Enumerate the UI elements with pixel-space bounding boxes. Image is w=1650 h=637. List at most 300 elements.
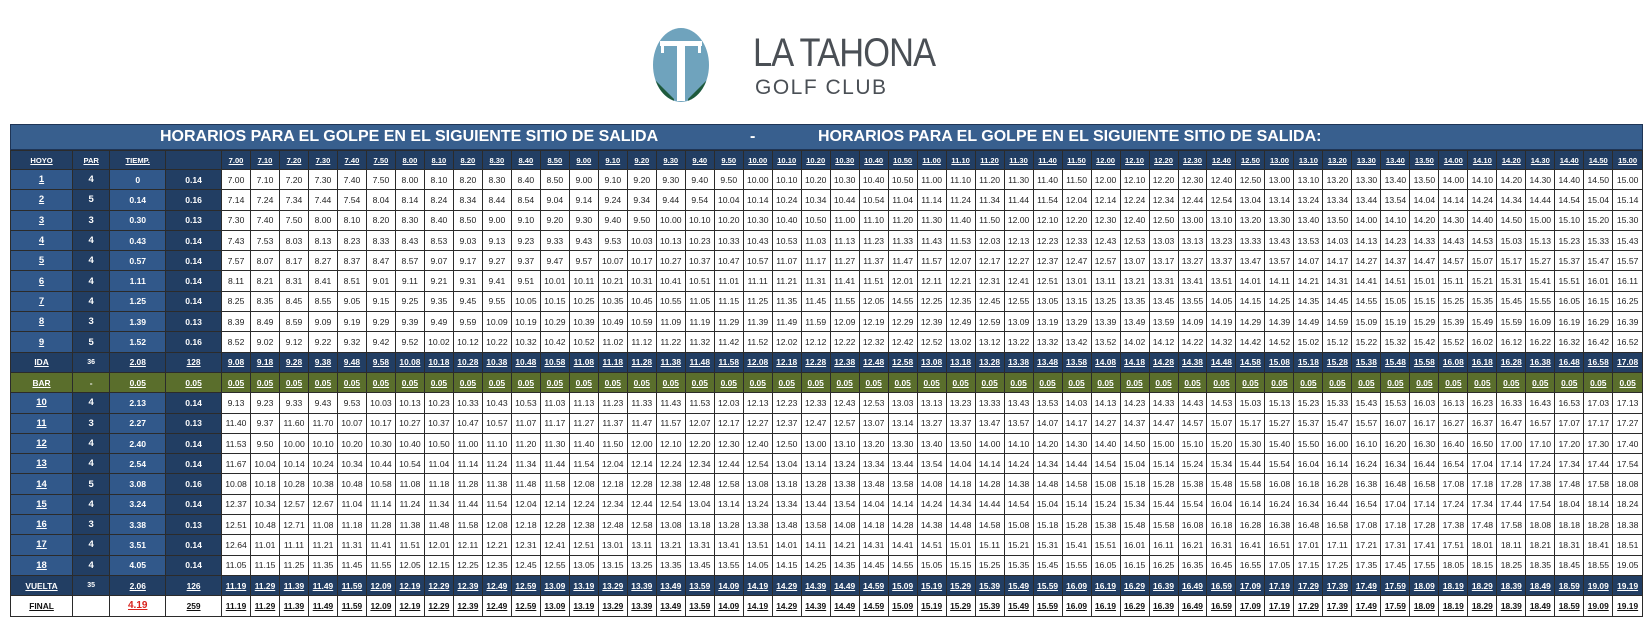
bar-time-cell[interactable]: 0.05 bbox=[1584, 372, 1613, 392]
summary-time-cell[interactable]: 17.19 bbox=[1265, 575, 1294, 595]
row-label[interactable]: BAR bbox=[11, 372, 73, 392]
hoyo-number[interactable]: 7 bbox=[11, 291, 73, 311]
summary-time-cell[interactable]: 14.58 bbox=[1236, 352, 1265, 372]
bar-time-cell[interactable]: 0.05 bbox=[1613, 372, 1643, 392]
hoyo-number[interactable]: 3 bbox=[11, 210, 73, 230]
header-tee-time[interactable]: 10.40 bbox=[859, 151, 888, 170]
final-time-cell[interactable]: 17.39 bbox=[1323, 596, 1352, 616]
summary-time-cell[interactable]: 12.58 bbox=[888, 352, 917, 372]
summary-time-cell[interactable]: 12.59 bbox=[511, 575, 540, 595]
final-time-cell[interactable]: 13.49 bbox=[656, 596, 685, 616]
final-time-cell[interactable]: 18.39 bbox=[1497, 596, 1526, 616]
summary-time-cell[interactable]: 16.58 bbox=[1584, 352, 1613, 372]
summary-time-cell[interactable]: 9.18 bbox=[251, 352, 280, 372]
header-tee-time[interactable]: 11.50 bbox=[1062, 151, 1091, 170]
summary-time-cell[interactable]: 12.19 bbox=[395, 575, 424, 595]
header-tee-time[interactable]: 8.20 bbox=[453, 151, 482, 170]
final-time-cell[interactable]: 12.59 bbox=[511, 596, 540, 616]
summary-time-cell[interactable]: 9.58 bbox=[366, 352, 395, 372]
final-time-cell[interactable]: 15.09 bbox=[888, 596, 917, 616]
hoyo-number[interactable]: 1 bbox=[11, 170, 73, 190]
tee-time-cell: 13.57 bbox=[1004, 413, 1033, 433]
final-time-cell[interactable]: 15.29 bbox=[946, 596, 975, 616]
final-time-cell[interactable]: 15.19 bbox=[917, 596, 946, 616]
header-tee-time[interactable]: 14.00 bbox=[1439, 151, 1468, 170]
bar-time-cell[interactable]: 0.05 bbox=[395, 372, 424, 392]
bar-time-cell[interactable]: 0.05 bbox=[1323, 372, 1352, 392]
tee-time-cell: 11.37 bbox=[598, 413, 627, 433]
bar-time-cell[interactable]: 0.05 bbox=[337, 372, 366, 392]
tee-time-cell: 12.18 bbox=[511, 515, 540, 535]
bar-time-cell[interactable]: 0.05 bbox=[627, 372, 656, 392]
bar-time-cell[interactable]: 0.05 bbox=[830, 372, 859, 392]
final-time-cell[interactable]: 11.39 bbox=[279, 596, 308, 616]
bar-time-cell[interactable]: 0.05 bbox=[1526, 372, 1555, 392]
tee-time-cell: 9.25 bbox=[395, 291, 424, 311]
summary-time-cell[interactable]: 19.19 bbox=[1613, 575, 1643, 595]
header-tee-time[interactable]: 13.30 bbox=[1352, 151, 1381, 170]
summary-time-cell[interactable]: 15.29 bbox=[946, 575, 975, 595]
hoyo-number[interactable]: 4 bbox=[11, 230, 73, 250]
header-tee-time[interactable]: 14.30 bbox=[1526, 151, 1555, 170]
bar-time-cell[interactable]: 0.05 bbox=[453, 372, 482, 392]
summary-time-cell[interactable]: 9.48 bbox=[337, 352, 366, 372]
bar-time-cell[interactable]: 0.05 bbox=[685, 372, 714, 392]
header-tee-time[interactable]: 10.30 bbox=[830, 151, 859, 170]
tee-time-cell: 15.07 bbox=[1468, 251, 1497, 271]
header-tee-time[interactable]: 10.50 bbox=[888, 151, 917, 170]
bar-time-cell[interactable]: 0.05 bbox=[772, 372, 801, 392]
bar-time-cell[interactable]: 0.05 bbox=[1555, 372, 1584, 392]
tee-time-cell: 12.21 bbox=[946, 271, 975, 291]
summary-time-cell[interactable]: 12.48 bbox=[859, 352, 888, 372]
bar-time-cell[interactable]: 0.05 bbox=[975, 372, 1004, 392]
tee-time-cell: 14.12 bbox=[1149, 332, 1178, 352]
summary-time-cell[interactable]: 18.59 bbox=[1555, 575, 1584, 595]
bar-time-cell[interactable]: 0.05 bbox=[424, 372, 453, 392]
tee-time-cell: 15.45 bbox=[1033, 555, 1062, 575]
summary-time-cell[interactable]: 13.59 bbox=[685, 575, 714, 595]
interval-total[interactable]: 0.05 bbox=[166, 372, 222, 392]
summary-time-cell[interactable]: 18.19 bbox=[1439, 575, 1468, 595]
tee-time-cell: 14.13 bbox=[1091, 393, 1120, 413]
bar-time-cell[interactable]: 0.05 bbox=[1265, 372, 1294, 392]
header-tee-time[interactable]: 8.30 bbox=[482, 151, 511, 170]
summary-time-cell[interactable]: 11.39 bbox=[279, 575, 308, 595]
hoyo-number[interactable]: 2 bbox=[11, 190, 73, 210]
interval-total[interactable]: 128 bbox=[166, 352, 222, 372]
final-time-cell[interactable]: 12.49 bbox=[482, 596, 511, 616]
bar-time-cell[interactable]: 0.05 bbox=[251, 372, 280, 392]
header-tee-time[interactable]: 9.20 bbox=[627, 151, 656, 170]
header-tee-time[interactable]: 14.10 bbox=[1468, 151, 1497, 170]
bar-time-cell[interactable]: 0.05 bbox=[656, 372, 685, 392]
bar-time-cell[interactable]: 0.05 bbox=[366, 372, 395, 392]
summary-time-cell[interactable]: 12.38 bbox=[830, 352, 859, 372]
tee-time-cell: 10.49 bbox=[598, 312, 627, 332]
bar-time-cell[interactable]: 0.05 bbox=[946, 372, 975, 392]
summary-time-cell[interactable]: 9.28 bbox=[279, 352, 308, 372]
bar-time-cell[interactable]: 0.05 bbox=[598, 372, 627, 392]
final-time-cell[interactable]: 15.59 bbox=[1033, 596, 1062, 616]
header-tee-time[interactable]: 13.20 bbox=[1323, 151, 1352, 170]
final-time-cell[interactable]: 11.49 bbox=[308, 596, 337, 616]
tee-time-cell: 13.44 bbox=[1352, 190, 1381, 210]
final-time-cell[interactable]: 13.59 bbox=[685, 596, 714, 616]
final-time-cell[interactable]: 14.29 bbox=[772, 596, 801, 616]
tee-time-cell: 11.20 bbox=[888, 210, 917, 230]
final-time-cell[interactable]: 14.09 bbox=[714, 596, 743, 616]
summary-time-cell[interactable]: 14.48 bbox=[1207, 352, 1236, 372]
summary-time-cell[interactable]: 15.59 bbox=[1033, 575, 1062, 595]
tiempo-total[interactable]: 4.19 bbox=[110, 596, 166, 616]
bar-time-cell[interactable]: 0.05 bbox=[888, 372, 917, 392]
bar-time-cell[interactable]: 0.05 bbox=[1236, 372, 1265, 392]
hoyo-number[interactable]: 9 bbox=[11, 332, 73, 352]
summary-time-cell[interactable]: 15.28 bbox=[1323, 352, 1352, 372]
header-tee-time[interactable]: 7.00 bbox=[222, 151, 251, 170]
hoyo-number[interactable]: 5 bbox=[11, 251, 73, 271]
row-label[interactable]: FINAL bbox=[11, 596, 73, 616]
summary-time-cell[interactable]: 11.59 bbox=[337, 575, 366, 595]
header-tee-time[interactable]: 12.10 bbox=[1120, 151, 1149, 170]
summary-time-cell[interactable]: 15.18 bbox=[1294, 352, 1323, 372]
header-tee-time[interactable]: 12.30 bbox=[1178, 151, 1207, 170]
final-time-cell[interactable]: 18.29 bbox=[1468, 596, 1497, 616]
hoyo-number[interactable]: 17 bbox=[11, 535, 73, 555]
final-time-cell[interactable]: 11.29 bbox=[251, 596, 280, 616]
header-tee-time[interactable]: 7.10 bbox=[251, 151, 280, 170]
final-time-cell[interactable]: 15.49 bbox=[1004, 596, 1033, 616]
bar-time-cell[interactable]: 0.05 bbox=[540, 372, 569, 392]
final-time-cell[interactable]: 13.29 bbox=[598, 596, 627, 616]
bar-time-cell[interactable]: 0.05 bbox=[222, 372, 251, 392]
summary-time-cell[interactable]: 17.09 bbox=[1236, 575, 1265, 595]
final-time-cell[interactable]: 17.59 bbox=[1381, 596, 1410, 616]
bar-time-cell[interactable]: 0.05 bbox=[1091, 372, 1120, 392]
header-tee-time[interactable]: 10.00 bbox=[743, 151, 772, 170]
final-time-cell[interactable]: 16.49 bbox=[1178, 596, 1207, 616]
summary-time-cell[interactable]: 10.38 bbox=[482, 352, 511, 372]
final-time-cell[interactable]: 11.19 bbox=[222, 596, 251, 616]
summary-time-cell[interactable]: 15.39 bbox=[975, 575, 1004, 595]
hoyo-number[interactable]: 10 bbox=[11, 393, 73, 413]
summary-time-cell[interactable]: 11.19 bbox=[222, 575, 251, 595]
final-time-cell[interactable]: 12.19 bbox=[395, 596, 424, 616]
summary-time-cell[interactable]: 14.08 bbox=[1091, 352, 1120, 372]
summary-time-cell[interactable]: 13.49 bbox=[656, 575, 685, 595]
header-tee-time[interactable]: 12.40 bbox=[1207, 151, 1236, 170]
interval-value: 0.13 bbox=[166, 413, 222, 433]
summary-time-cell[interactable]: 14.59 bbox=[859, 575, 888, 595]
summary-time-cell[interactable]: 10.08 bbox=[395, 352, 424, 372]
summary-time-cell[interactable]: 18.39 bbox=[1497, 575, 1526, 595]
bar-time-cell[interactable]: 0.05 bbox=[511, 372, 540, 392]
bar-time-cell[interactable]: 0.05 bbox=[1207, 372, 1236, 392]
final-time-cell[interactable]: 19.19 bbox=[1613, 596, 1643, 616]
header-tee-time[interactable]: 14.20 bbox=[1497, 151, 1526, 170]
header-tee-time[interactable]: 11.30 bbox=[1004, 151, 1033, 170]
tee-time-cell: 14.45 bbox=[1323, 291, 1352, 311]
header-tee-time[interactable]: 13.40 bbox=[1381, 151, 1410, 170]
final-time-cell[interactable]: 17.09 bbox=[1236, 596, 1265, 616]
summary-time-cell[interactable]: 14.38 bbox=[1178, 352, 1207, 372]
bar-time-cell[interactable]: 0.05 bbox=[1381, 372, 1410, 392]
tee-time-cell: 11.25 bbox=[743, 291, 772, 311]
summary-time-cell[interactable]: 12.18 bbox=[772, 352, 801, 372]
final-time-cell[interactable]: 18.49 bbox=[1526, 596, 1555, 616]
summary-time-cell[interactable]: 12.49 bbox=[482, 575, 511, 595]
header-tee-time[interactable]: 8.00 bbox=[395, 151, 424, 170]
interval-total[interactable]: 126 bbox=[166, 575, 222, 595]
header-tee-time[interactable]: 7.30 bbox=[308, 151, 337, 170]
header-tee-time[interactable]: 12.50 bbox=[1236, 151, 1265, 170]
bar-time-cell[interactable]: 0.05 bbox=[1178, 372, 1207, 392]
summary-time-cell[interactable]: 12.28 bbox=[801, 352, 830, 372]
summary-time-cell[interactable]: 14.19 bbox=[743, 575, 772, 595]
summary-time-cell[interactable]: 16.48 bbox=[1555, 352, 1584, 372]
summary-time-cell[interactable]: 18.09 bbox=[1410, 575, 1439, 595]
final-time-cell[interactable]: 14.59 bbox=[859, 596, 888, 616]
tee-time-cell: 10.07 bbox=[337, 413, 366, 433]
summary-time-cell[interactable]: 13.58 bbox=[1062, 352, 1091, 372]
header-tee-time[interactable]: 7.20 bbox=[279, 151, 308, 170]
header-tee-time[interactable]: 13.10 bbox=[1294, 151, 1323, 170]
summary-time-cell[interactable]: 15.09 bbox=[888, 575, 917, 595]
header-tee-time[interactable]: 8.50 bbox=[540, 151, 569, 170]
header-tee-time[interactable]: 9.50 bbox=[714, 151, 743, 170]
bar-time-cell[interactable]: 0.05 bbox=[801, 372, 830, 392]
summary-time-cell[interactable]: 11.29 bbox=[251, 575, 280, 595]
final-time-cell[interactable]: 17.49 bbox=[1352, 596, 1381, 616]
bar-time-cell[interactable]: 0.05 bbox=[714, 372, 743, 392]
summary-time-cell[interactable]: 12.39 bbox=[453, 575, 482, 595]
summary-time-cell[interactable]: 11.08 bbox=[569, 352, 598, 372]
summary-time-cell[interactable]: 11.48 bbox=[685, 352, 714, 372]
summary-time-cell[interactable]: 10.58 bbox=[540, 352, 569, 372]
summary-time-cell[interactable]: 16.38 bbox=[1526, 352, 1555, 372]
summary-time-cell[interactable]: 16.28 bbox=[1497, 352, 1526, 372]
final-time-cell[interactable]: 13.39 bbox=[627, 596, 656, 616]
bar-time-cell[interactable]: 0.05 bbox=[917, 372, 946, 392]
header-tee-time[interactable]: 9.40 bbox=[685, 151, 714, 170]
summary-time-cell[interactable]: 14.39 bbox=[801, 575, 830, 595]
summary-time-cell[interactable]: 13.38 bbox=[1004, 352, 1033, 372]
summary-time-cell[interactable]: 9.38 bbox=[308, 352, 337, 372]
header-tee-time[interactable]: 7.40 bbox=[337, 151, 366, 170]
final-time-cell[interactable]: 16.09 bbox=[1062, 596, 1091, 616]
summary-time-cell[interactable]: 11.28 bbox=[627, 352, 656, 372]
header-tee-time[interactable]: 11.00 bbox=[917, 151, 946, 170]
final-time-cell[interactable]: 14.19 bbox=[743, 596, 772, 616]
summary-time-cell[interactable]: 15.49 bbox=[1004, 575, 1033, 595]
bar-time-cell[interactable]: 0.05 bbox=[1294, 372, 1323, 392]
header-tee-time[interactable]: 10.20 bbox=[801, 151, 830, 170]
tee-time-cell: 15.57 bbox=[1352, 413, 1381, 433]
summary-time-cell[interactable]: 13.29 bbox=[598, 575, 627, 595]
summary-time-cell[interactable]: 14.09 bbox=[714, 575, 743, 595]
header-tee-time[interactable]: 14.50 bbox=[1584, 151, 1613, 170]
final-time-cell[interactable]: 18.19 bbox=[1439, 596, 1468, 616]
bar-time-cell[interactable]: 0.05 bbox=[308, 372, 337, 392]
summary-time-cell[interactable]: 11.38 bbox=[656, 352, 685, 372]
header-tee-time[interactable]: 9.30 bbox=[656, 151, 685, 170]
summary-time-cell[interactable]: 14.28 bbox=[1149, 352, 1178, 372]
hoyo-number[interactable]: 13 bbox=[11, 454, 73, 474]
tiempo-total[interactable]: 2.08 bbox=[110, 352, 166, 372]
header-tee-time[interactable]: 11.20 bbox=[975, 151, 1004, 170]
final-time-cell[interactable]: 14.39 bbox=[801, 596, 830, 616]
final-time-cell[interactable]: 17.19 bbox=[1265, 596, 1294, 616]
summary-time-cell[interactable]: 13.28 bbox=[975, 352, 1004, 372]
tee-time-cell: 13.50 bbox=[1323, 210, 1352, 230]
summary-time-cell[interactable]: 11.18 bbox=[598, 352, 627, 372]
final-time-cell[interactable]: 15.39 bbox=[975, 596, 1004, 616]
bar-time-cell[interactable]: 0.05 bbox=[1352, 372, 1381, 392]
summary-time-cell[interactable]: 14.18 bbox=[1120, 352, 1149, 372]
bar-time-cell[interactable]: 0.05 bbox=[1439, 372, 1468, 392]
header-tee-time[interactable]: 14.40 bbox=[1555, 151, 1584, 170]
hoyo-number[interactable]: 16 bbox=[11, 515, 73, 535]
final-time-cell[interactable]: 17.29 bbox=[1294, 596, 1323, 616]
bar-time-cell[interactable]: 0.05 bbox=[743, 372, 772, 392]
final-time-cell[interactable]: 13.19 bbox=[569, 596, 598, 616]
bar-time-cell[interactable]: 0.05 bbox=[1410, 372, 1439, 392]
row-label[interactable]: IDA bbox=[11, 352, 73, 372]
summary-time-cell[interactable]: 15.58 bbox=[1410, 352, 1439, 372]
final-time-cell[interactable]: 12.09 bbox=[366, 596, 395, 616]
header-tee-time[interactable]: 12.20 bbox=[1149, 151, 1178, 170]
summary-time-cell[interactable]: 12.09 bbox=[366, 575, 395, 595]
tee-time-cell: 15.11 bbox=[1439, 271, 1468, 291]
summary-time-cell[interactable]: 15.19 bbox=[917, 575, 946, 595]
summary-time-cell[interactable]: 14.49 bbox=[830, 575, 859, 595]
final-time-cell[interactable]: 13.09 bbox=[540, 596, 569, 616]
header-tee-time[interactable]: 8.40 bbox=[511, 151, 540, 170]
bar-time-cell[interactable]: 0.05 bbox=[1120, 372, 1149, 392]
header-tee-time[interactable]: 10.10 bbox=[772, 151, 801, 170]
header-tee-time[interactable]: 9.00 bbox=[569, 151, 598, 170]
summary-time-cell[interactable]: 16.39 bbox=[1149, 575, 1178, 595]
summary-time-cell[interactable]: 17.49 bbox=[1352, 575, 1381, 595]
summary-time-cell[interactable]: 17.39 bbox=[1323, 575, 1352, 595]
summary-time-cell[interactable]: 16.49 bbox=[1178, 575, 1207, 595]
hoyo-number[interactable]: 12 bbox=[11, 433, 73, 453]
tee-time-cell: 12.50 bbox=[772, 433, 801, 453]
final-time-cell[interactable]: 16.59 bbox=[1207, 596, 1236, 616]
header-tee-time[interactable]: 13.00 bbox=[1265, 151, 1294, 170]
header-tee-time[interactable]: 9.10 bbox=[598, 151, 627, 170]
tiempo-total[interactable]: 0.05 bbox=[110, 372, 166, 392]
summary-time-cell[interactable]: 16.29 bbox=[1120, 575, 1149, 595]
hoyo-number[interactable]: 8 bbox=[11, 312, 73, 332]
summary-time-cell[interactable]: 17.08 bbox=[1613, 352, 1643, 372]
bar-time-cell[interactable]: 0.05 bbox=[569, 372, 598, 392]
hoyo-number[interactable]: 18 bbox=[11, 555, 73, 575]
header-tee-time[interactable]: 12.00 bbox=[1091, 151, 1120, 170]
tee-time-cell: 8.23 bbox=[337, 230, 366, 250]
bar-time-cell[interactable]: 0.05 bbox=[1468, 372, 1497, 392]
tee-time-cell: 9.53 bbox=[337, 393, 366, 413]
row-label[interactable]: VUELTA bbox=[11, 575, 73, 595]
bar-time-cell[interactable]: 0.05 bbox=[1497, 372, 1526, 392]
bar-time-cell[interactable]: 0.05 bbox=[1033, 372, 1062, 392]
summary-time-cell[interactable]: 10.18 bbox=[424, 352, 453, 372]
summary-time-cell[interactable]: 13.08 bbox=[917, 352, 946, 372]
header-tee-time[interactable]: 13.50 bbox=[1410, 151, 1439, 170]
hoyo-number[interactable]: 14 bbox=[11, 474, 73, 494]
final-time-cell[interactable]: 11.59 bbox=[337, 596, 366, 616]
hoyo-number[interactable]: 6 bbox=[11, 271, 73, 291]
summary-time-cell[interactable]: 13.39 bbox=[627, 575, 656, 595]
summary-time-cell[interactable]: 17.59 bbox=[1381, 575, 1410, 595]
summary-time-cell[interactable]: 18.49 bbox=[1526, 575, 1555, 595]
tee-time-cell: 17.18 bbox=[1468, 474, 1497, 494]
final-time-cell[interactable]: 19.09 bbox=[1584, 596, 1613, 616]
summary-time-cell[interactable]: 15.48 bbox=[1381, 352, 1410, 372]
tee-time-cell: 10.44 bbox=[366, 454, 395, 474]
summary-time-cell[interactable]: 15.08 bbox=[1265, 352, 1294, 372]
summary-time-cell[interactable]: 10.28 bbox=[453, 352, 482, 372]
summary-time-cell[interactable]: 13.19 bbox=[569, 575, 598, 595]
tiempo-total[interactable]: 2.06 bbox=[110, 575, 166, 595]
header-tee-time[interactable]: 15.00 bbox=[1613, 151, 1643, 170]
final-time-cell[interactable]: 16.19 bbox=[1091, 596, 1120, 616]
bar-time-cell[interactable]: 0.05 bbox=[279, 372, 308, 392]
header-tee-time[interactable]: 8.10 bbox=[424, 151, 453, 170]
summary-time-cell[interactable]: 13.48 bbox=[1033, 352, 1062, 372]
final-time-cell[interactable]: 18.59 bbox=[1555, 596, 1584, 616]
summary-time-cell[interactable]: 11.58 bbox=[714, 352, 743, 372]
summary-time-cell[interactable]: 18.29 bbox=[1468, 575, 1497, 595]
summary-time-cell[interactable]: 16.19 bbox=[1091, 575, 1120, 595]
header-tee-time[interactable]: 11.40 bbox=[1033, 151, 1062, 170]
header-tee-time[interactable]: 11.10 bbox=[946, 151, 975, 170]
summary-time-cell[interactable]: 16.18 bbox=[1468, 352, 1497, 372]
hoyo-number[interactable]: 15 bbox=[11, 494, 73, 514]
final-time-cell[interactable]: 16.29 bbox=[1120, 596, 1149, 616]
summary-time-cell[interactable]: 19.09 bbox=[1584, 575, 1613, 595]
summary-time-cell[interactable]: 12.08 bbox=[743, 352, 772, 372]
summary-time-cell[interactable]: 17.29 bbox=[1294, 575, 1323, 595]
final-time-cell[interactable]: 12.29 bbox=[424, 596, 453, 616]
final-time-cell[interactable]: 18.09 bbox=[1410, 596, 1439, 616]
summary-time-cell[interactable]: 12.29 bbox=[424, 575, 453, 595]
summary-time-cell[interactable]: 10.48 bbox=[511, 352, 540, 372]
hoyo-number[interactable]: 11 bbox=[11, 413, 73, 433]
summary-time-cell[interactable]: 14.29 bbox=[772, 575, 801, 595]
summary-time-cell[interactable]: 16.59 bbox=[1207, 575, 1236, 595]
bar-time-cell[interactable]: 0.05 bbox=[482, 372, 511, 392]
tee-time-cell: 15.25 bbox=[1439, 291, 1468, 311]
bar-time-cell[interactable]: 0.05 bbox=[1062, 372, 1091, 392]
summary-time-cell[interactable]: 13.09 bbox=[540, 575, 569, 595]
summary-time-cell[interactable]: 11.49 bbox=[308, 575, 337, 595]
final-time-cell[interactable]: 16.39 bbox=[1149, 596, 1178, 616]
bar-time-cell[interactable]: 0.05 bbox=[1004, 372, 1033, 392]
final-time-cell[interactable]: 12.39 bbox=[453, 596, 482, 616]
final-time-cell[interactable]: 14.49 bbox=[830, 596, 859, 616]
bar-time-cell[interactable]: 0.05 bbox=[1149, 372, 1178, 392]
summary-time-cell[interactable]: 9.08 bbox=[222, 352, 251, 372]
bar-time-cell[interactable]: 0.05 bbox=[859, 372, 888, 392]
summary-time-cell[interactable]: 15.38 bbox=[1352, 352, 1381, 372]
summary-time-cell[interactable]: 16.08 bbox=[1439, 352, 1468, 372]
summary-time-cell[interactable]: 13.18 bbox=[946, 352, 975, 372]
header-tee-time[interactable]: 7.50 bbox=[366, 151, 395, 170]
summary-time-cell[interactable]: 16.09 bbox=[1062, 575, 1091, 595]
interval-total[interactable]: 259 bbox=[166, 596, 222, 616]
